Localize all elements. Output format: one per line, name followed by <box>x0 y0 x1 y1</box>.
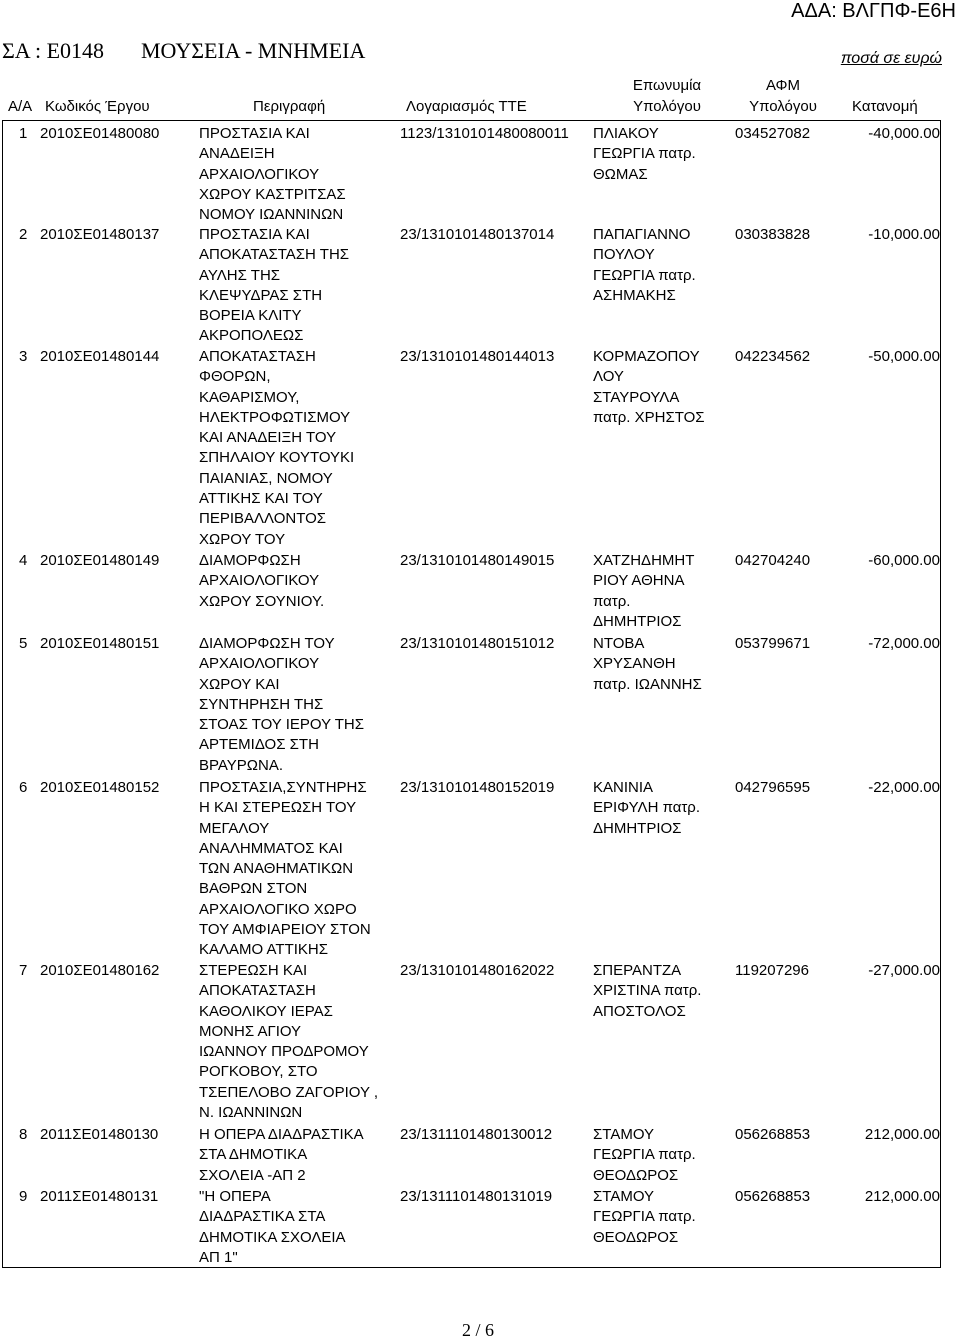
sa-title: ΜΟΥΣΕΙΑ - ΜΝΗΜΕΙΑ <box>141 38 366 63</box>
project-description: Η ΟΠΕΡΑ ΔΙΑΔΡΑΣΤΙΚΑ ΣΤΑ ΔΗΜΟΤΙΚΑ ΣΧΟΛΕΙΑ -ΑΠ 2 <box>199 1126 364 1184</box>
project-description: ΠΡΟΣΤΑΣΙΑ ΚΑΙ ΑΝΑΔΕΙΞΗ ΑΡΧΑΙΟΛΟΓΙΚΟΥ ΧΩΡΟΥ ΚΑΣΤΡΙΤΣΑΣ ΝΟΜΟΥ ΙΩΑΝΝΙΝΩΝ <box>199 125 346 224</box>
project-description: ΣΤΕΡΕΩΣΗ ΚΑΙ ΑΠΟΚΑΤΑΣΤΑΣΗ ΚΑΘΟΛΙΚΟΥ ΙΕΡΑΣ ΜΟΝΗΣ ΑΓΙΟΥ ΙΩΑΝΝΟΥ ΠΡΟΔΡΟΜΟΥ ΡΟΓΚΟΒΟΥ, ΣΤΟ ΤΣΕΠΕΛΟΒΟ ΖΑΓΟΡΙΟΥ , Ν. ΙΩΑΝΝΙΝΩΝ <box>199 962 379 1122</box>
ada-code: ΑΔΑ: ΒΛΓΠΦ-Ε6Η <box>791 0 956 22</box>
row-number: 1 <box>19 125 28 142</box>
accountable-name: ΠΑΠΑΓΙΑΝΝΟ ΠΟΥΛΟΥ ΓΕΩΡΓΙΑ πατρ. ΑΣΗΜΑΚΗΣ <box>593 226 696 304</box>
allocation-amount: -27,000.00 <box>868 962 940 979</box>
project-code: 2010ΣΕ01480149 <box>40 552 160 569</box>
accountable-afm: 053799671 <box>735 635 811 652</box>
accountable-afm: 030383828 <box>735 226 811 243</box>
tte-account: 23/1310101480144013 <box>400 348 555 365</box>
project-code: 2010ΣΕ01480151 <box>40 635 160 652</box>
page-indicator: 2 / 6 <box>462 1320 495 1340</box>
project-code: 2010ΣΕ01480144 <box>40 348 160 365</box>
accountable-name: ΚΟΡΜΑΖΟΠΟΥ ΛΟΥ ΣΤΑΥΡΟΥΛΑ πατρ. ΧΡΗΣΤΟΣ <box>593 348 705 426</box>
accountable-afm: 034527082 <box>735 125 811 142</box>
allocation-table <box>2 120 941 1268</box>
allocation-amount: -72,000.00 <box>868 635 940 652</box>
project-description: ΑΠΟΚΑΤΑΣΤΑΣΗ ΦΘΟΡΩΝ, ΚΑΘΑΡΙΣΜΟΥ, ΗΛΕΚΤΡΟΦΩΤΙΣΜΟΥ ΚΑΙ ΑΝΑΔΕΙΞΗ ΤΟΥ ΣΠΗΛΑΙΟΥ ΚΟΥΤΟΥΚΙ ΠΑΙΑΝΙΑΣ, ΝΟΜΟΥ ΑΤΤΙΚΗΣ ΚΑΙ ΤΟΥ ΠΕΡΙΒΑΛΛΟΝΤΟΣ ΧΩΡΟΥ ΤΟΥ <box>199 348 355 548</box>
accountable-name: ΧΑΤΖΗΔΗΜΗΤ ΡΙΟΥ ΑΘΗΝΑ πατρ. ΔΗΜΗΤΡΙΟΣ <box>593 552 695 630</box>
project-code: 2010ΣΕ01480080 <box>40 125 160 142</box>
amounts-currency-note: ποσά σε ευρώ <box>840 50 942 67</box>
accountable-name: ΣΤΑΜΟΥ ΓΕΩΡΓΙΑ πατρ. ΘΕΟΔΩΡΟΣ <box>593 1188 696 1246</box>
tte-account: 23/1310101480162022 <box>400 962 555 979</box>
row-number: 4 <box>19 552 28 569</box>
tte-account: 1123/1310101480080011 <box>400 125 569 142</box>
header-description: Περιγραφή <box>253 98 326 115</box>
header-account: Λογαριασμός ΤΤΕ <box>406 98 527 115</box>
project-code: 2010ΣΕ01480162 <box>40 962 160 979</box>
allocation-amount: 212,000.00 <box>864 1188 940 1205</box>
allocation-amount: -40,000.00 <box>868 125 940 142</box>
project-code: 2010ΣΕ01480152 <box>40 779 160 796</box>
header-afm: ΑΦΜ Υπολόγου <box>749 77 817 115</box>
tte-account: 23/1311101480131019 <box>400 1188 553 1205</box>
header-project-code: Κωδικός Έργου <box>45 98 150 115</box>
row-number: 9 <box>19 1188 28 1205</box>
accountable-afm: 042234562 <box>735 348 811 365</box>
allocation-amount: -60,000.00 <box>868 552 940 569</box>
row-number: 2 <box>19 226 28 243</box>
accountable-afm: 119207296 <box>735 962 809 979</box>
row-number: 8 <box>19 1126 28 1143</box>
project-description: ΠΡΟΣΤΑΣΙΑ,ΣΥΝΤΗΡΗΣ Η ΚΑΙ ΣΤΕΡΕΩΣΗ ΤΟΥ ΜΕΓΑΛΟΥ ΑΝΑΛΗΜΜΑΤΟΣ ΚΑΙ ΤΩΝ ΑΝΑΘΗΜΑΤΙΚΩΝ ΒΑΘΡΩΝ ΣΤΟΝ ΑΡΧΑΙΟΛΟΓΙΚΟ ΧΩΡΟ ΤΟΥ ΑΜΦΙΑΡΕΙΟΥ ΣΤΟΝ ΚΑΛΑΜΟ ΑΤΤΙΚΗΣ <box>199 779 371 959</box>
project-description: ΔΙΑΜΟΡΦΩΣΗ ΤΟΥ ΑΡΧΑΙΟΛΟΓΙΚΟΥ ΧΩΡΟΥ ΚΑΙ ΣΥΝΤΗΡΗΣΗ ΤΗΣ ΣΤΟΑΣ ΤΟΥ ΙΕΡΟΥ ΤΗΣ ΑΡΤΕΜΙΔΟΣ ΣΤΗ ΒΡΑΥΡΩΝΑ. <box>199 635 364 774</box>
allocation-amount: -22,000.00 <box>868 779 940 796</box>
accountable-afm: 042704240 <box>735 552 811 569</box>
tte-account: 23/1310101480152019 <box>400 779 555 796</box>
tte-account: 23/1311101480130012 <box>400 1126 553 1143</box>
row-number: 6 <box>19 779 28 796</box>
page-total: 6 <box>485 1320 495 1340</box>
accountable-name: ΣΤΑΜΟΥ ΓΕΩΡΓΙΑ πατρ. ΘΕΟΔΩΡΟΣ <box>593 1126 696 1184</box>
project-description: ΔΙΑΜΟΡΦΩΣΗ ΑΡΧΑΙΟΛΟΓΙΚΟΥ ΧΩΡΟΥ ΣΟΥΝΙΟΥ. <box>199 552 325 610</box>
row-number: 7 <box>19 962 28 979</box>
accountable-name: ΠΛΙΑΚΟΥ ΓΕΩΡΓΙΑ πατρ. ΘΩΜΑΣ <box>593 125 696 183</box>
header-aa: Α/Α <box>8 98 33 115</box>
project-code: 2011ΣΕ01480130 <box>40 1126 159 1143</box>
row-number: 3 <box>19 348 28 365</box>
accountable-name: ΣΠΕΡΑΝΤΖΑ ΧΡΙΣΤΙΝΑ πατρ. ΑΠΟΣΤΟΛΟΣ <box>593 962 702 1020</box>
project-description: "Η ΟΠΕΡΑ ΔΙΑΔΡΑΣΤΙΚΑ ΣΤΑ ΔΗΜΟΤΙΚΑ ΣΧΟΛΕΙΑ ΑΠ 1" <box>199 1188 346 1266</box>
row-number: 5 <box>19 635 28 652</box>
accountable-name: ΝΤΟΒΑ ΧΡΥΣΑΝΘΗ πατρ. ΙΩΑΝΝΗΣ <box>593 635 702 693</box>
tte-account: 23/1310101480151012 <box>400 635 555 652</box>
project-code: 2010ΣΕ01480137 <box>40 226 160 243</box>
tte-account: 23/1310101480137014 <box>400 226 555 243</box>
sa-code: ΣΑ : Ε0148 <box>2 38 105 63</box>
project-description: ΠΡΟΣΤΑΣΙΑ ΚΑΙ ΑΠΟΚΑΤΑΣΤΑΣΗ ΤΗΣ ΑΥΛΗΣ ΤΗΣ ΚΛΕΨΥΔΡΑΣ ΣΤΗ ΒΟΡΕΙΑ ΚΛΙΤΥ ΑΚΡΟΠΟΛΕΩΣ <box>199 226 350 345</box>
allocation-amount: 212,000.00 <box>864 1126 940 1143</box>
tte-account: 23/1310101480149015 <box>400 552 555 569</box>
project-code: 2011ΣΕ01480131 <box>40 1188 159 1205</box>
header-name: Επωνυμία Υπολόγου <box>632 77 702 115</box>
accountable-name: ΚΑΝΙΝΙΑ ΕΡΙΦΥΛΗ πατρ. ΔΗΜΗΤΡΙΟΣ <box>593 779 701 837</box>
accountable-afm: 042796595 <box>735 779 811 796</box>
page-current: 2 <box>462 1320 471 1340</box>
allocation-amount: -10,000.00 <box>868 226 940 243</box>
header-allocation: Κατανομή <box>852 98 918 115</box>
allocation-amount: -50,000.00 <box>868 348 940 365</box>
accountable-afm: 056268853 <box>735 1126 811 1143</box>
accountable-afm: 056268853 <box>735 1188 811 1205</box>
